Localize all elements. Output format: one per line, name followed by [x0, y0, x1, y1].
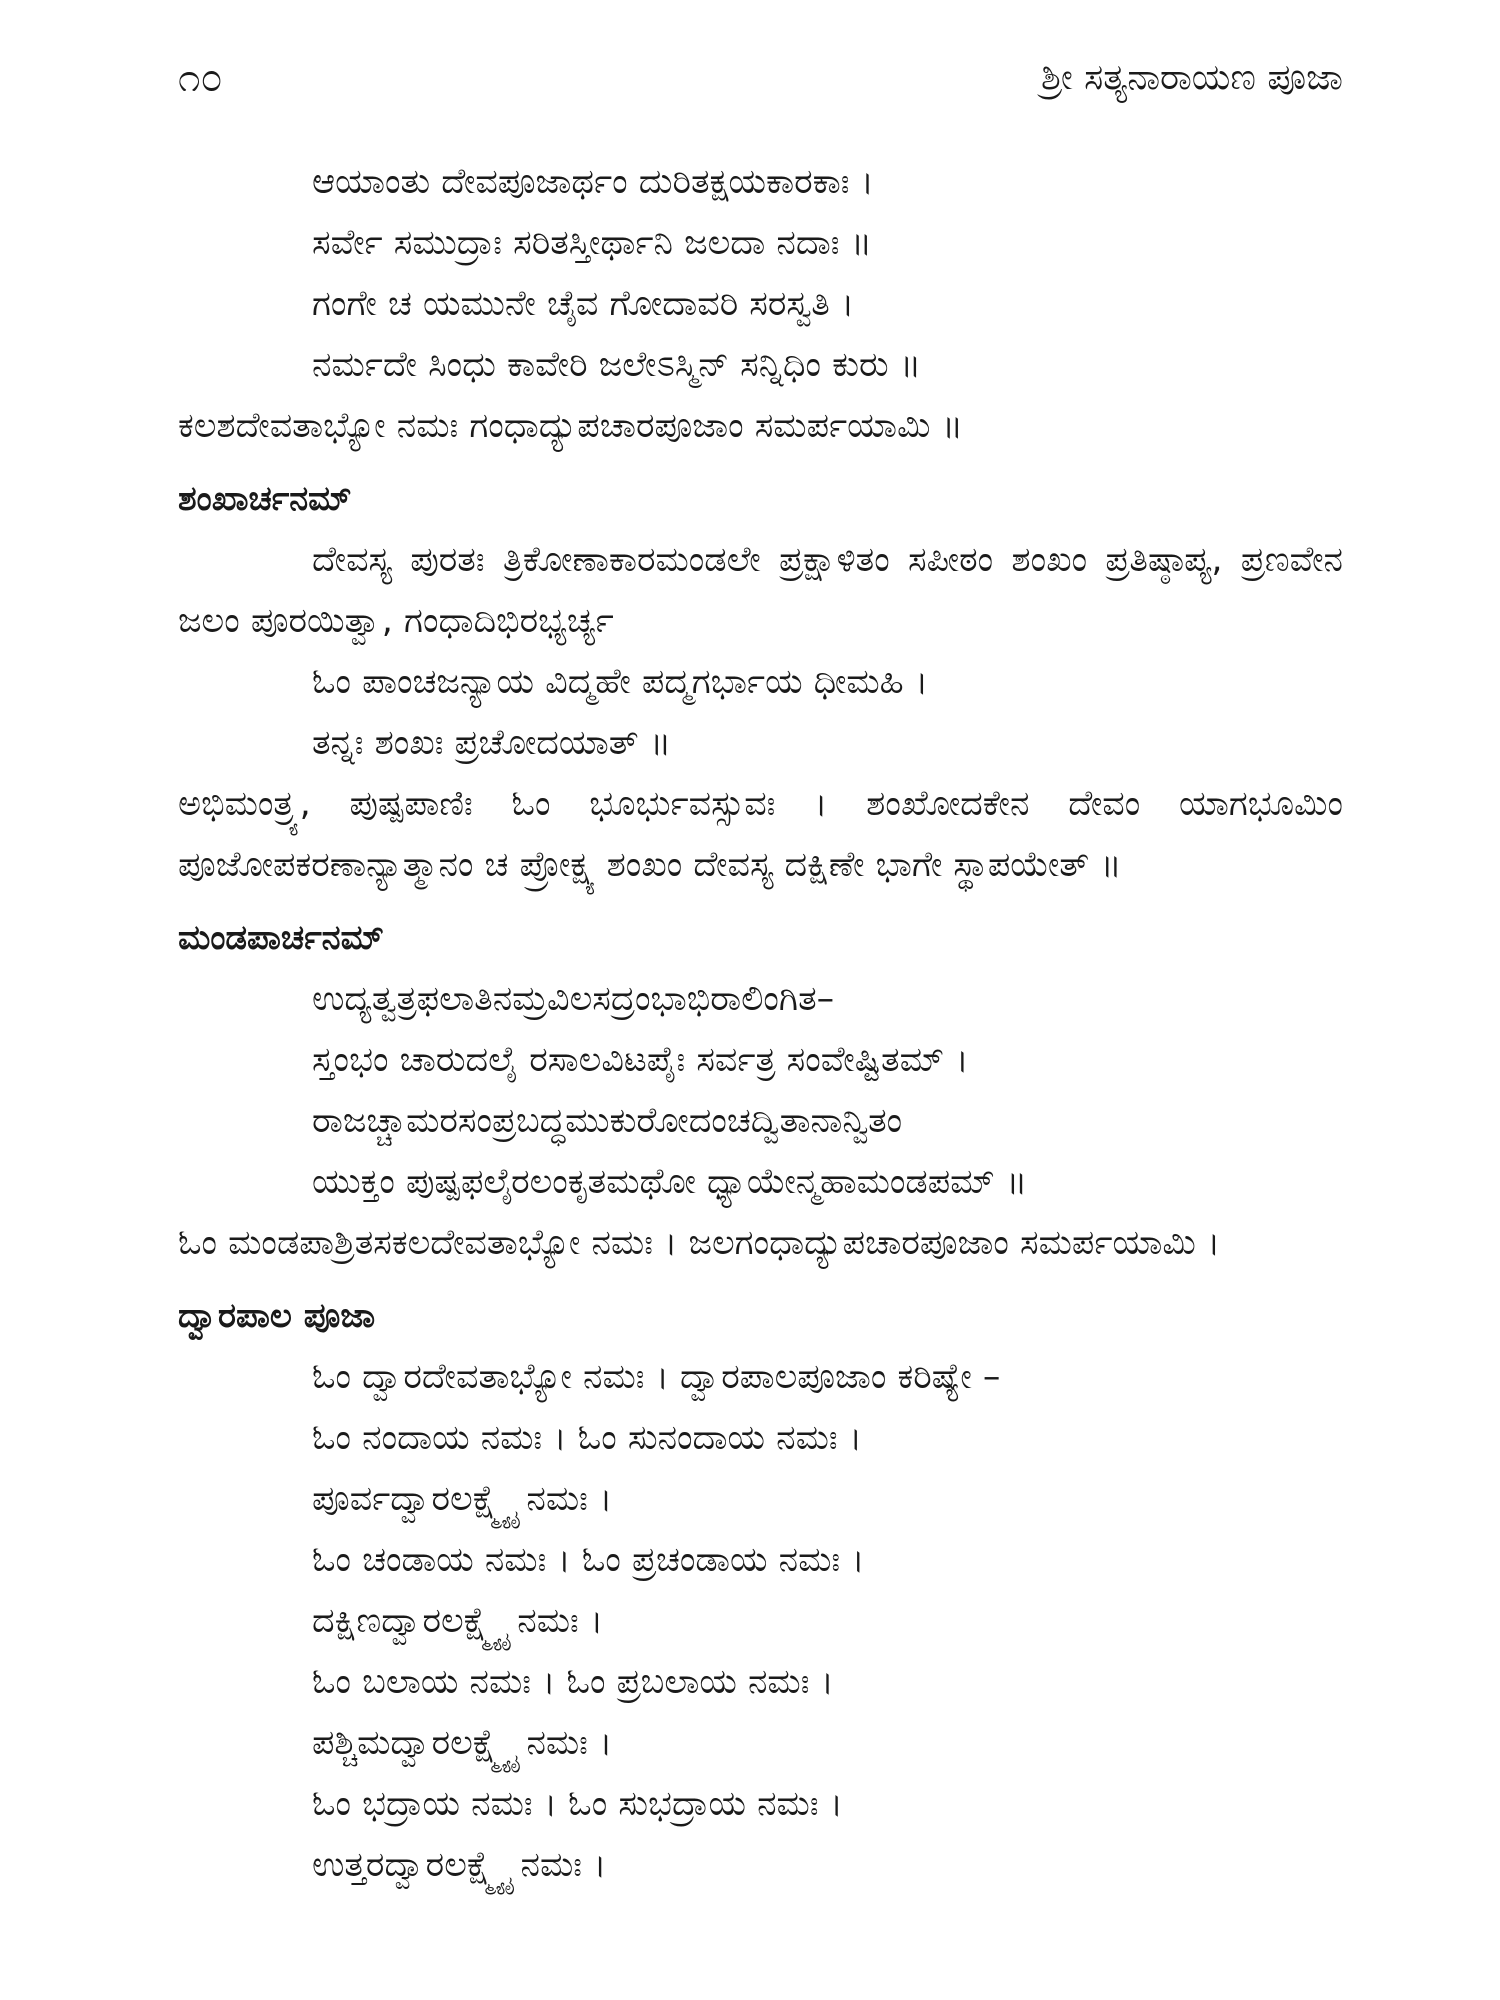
mantra-line: ಓಂ ಬಲಾಯ ನಮಃ । ಓಂ ಪ್ರಬಲಾಯ ನಮಃ । — [312, 1662, 834, 1702]
closing-paragraph — [178, 1213, 1343, 1274]
mantra-line: ಉತ್ತರದ್ವಾರಲಕ್ಷ್ಮ್ಯೈ ನಮಃ । — [312, 1845, 607, 1885]
closing-text: ಅಭಿಮಂತ್ರ್ಯ, ಪುಷ್ಪಪಾಣಿಃ ಓಂ ಭೂರ್ಭುವಸ್ಸುವಃ । ಶಂಖೋದಕೇನ ದೇವಂ ಯಾಗಭೂಮಿಂ ಪೂಜೋಪಕರಣಾನ್ಯಾತ್ಮಾನಂ ಚ ಪ್ರೋಕ್ಷ್ಯ ಶಂಖಂ ದೇವಸ್ಯ ದಕ್ಷಿಣೇ ಭಾಗೇ ಸ್ಥಾಪಯೇತ್ ॥ — [178, 784, 1343, 885]
mantra-line: ಓಂ ಭದ್ರಾಯ ನಮಃ । ಓಂ ಸುಭದ್ರಾಯ ನಮಃ । — [312, 1784, 843, 1824]
verse-line: ಆಯಾಂತು ದೇವಪೂಜಾರ್ಥಂ ದುರಿತಕ್ಷಯಕಾರಕಾಃ । — [312, 162, 874, 202]
kalasha-section — [178, 152, 1343, 457]
closing-line: ಕಲಶದೇವತಾಭ್ಯೋ ನಮಃ ಗಂಧಾದ್ಯುಪಚಾರಪೂಜಾಂ ಸಮರ್ಪಯಾಮಿ ॥ — [178, 406, 963, 446]
mantra-line: ಓಂ ಪಾಂಚಜನ್ಯಾಯ ವಿದ್ಮಹೇ ಪದ್ಮಗರ್ಭಾಯ ಧೀಮಹಿ । — [312, 662, 929, 702]
verse-line: ಸರ್ವೇ ಸಮುದ್ರಾಃ ಸರಿತಸ್ತೀರ್ಥಾನಿ ಜಲದಾ ನದಾಃ ॥ — [312, 223, 872, 263]
verse-line: ಉದ್ಯತ್ವತ್ರಫಲಾತಿನಮ್ರವಿಲಸದ್ರಂಭಾಭಿರಾಲಿಂಗಿತ– — [312, 979, 835, 1019]
mandapa-section — [178, 908, 1343, 1274]
mantra-line: ಓಂ ಚಂಡಾಯ ನಮಃ । ಓಂ ಪ್ರಚಂಡಾಯ ನಮಃ । — [312, 1540, 865, 1580]
section-heading: ಶಂಖಾರ್ಚನಮ್ — [178, 479, 352, 519]
instruction-paragraph — [178, 530, 1343, 652]
verse-line: ಸ್ತಂಭಂ ಚಾರುದಲೈ ರಸಾಲವಿಟಪೈಃ ಸರ್ವತ್ರ ಸಂವೇಷ್ಟಿತಮ್ । — [312, 1040, 969, 1080]
mantra-line: ತನ್ನಃ ಶಂಖಃ ಪ್ರಚೋದಯಾತ್ ॥ — [312, 723, 672, 763]
verse-line: ಯುಕ್ತಂ ಪುಷ್ಪಫಲೈರಲಂಕೃತಮಥೋ ಧ್ಯಾಯೇನ್ಮಹಾಮಂಡಪಮ್ ॥ — [312, 1162, 1028, 1202]
page-header — [178, 48, 1343, 108]
closing-paragraph — [178, 774, 1343, 896]
dvarapala-section — [178, 1286, 1343, 1896]
verse-line: ರಾಜಚ್ಚಾಮರಸಂಪ್ರಬದ್ಧಮುಕುರೋದಂಚದ್ವಿತಾನಾನ್ವಿತಂ — [312, 1101, 903, 1141]
verse-line: ನರ್ಮದೇ ಸಿಂಧು ಕಾವೇರಿ ಜಲೇಽಸ್ಮಿನ್ ಸನ್ನಿಧಿಂ ಕುರು ॥ — [312, 345, 922, 385]
shankha-section — [178, 469, 1343, 896]
mantra-line: ಓಂ ದ್ವಾರದೇವತಾಭ್ಯೋ ನಮಃ । ದ್ವಾರಪಾಲಪೂಜಾಂ ಕರಿಷ್ಯೇ – — [312, 1357, 1001, 1397]
mantra-line: ಪಶ್ಚಿಮದ್ವಾರಲಕ್ಷ್ಮ್ಯೈ ನಮಃ । — [312, 1723, 613, 1763]
running-title: ಶ್ರೀ ಸತ್ಯನಾರಾಯಣ ಪೂಜಾ — [1041, 57, 1343, 98]
mantra-line: ಪೂರ್ವದ್ವಾರಲಕ್ಷ್ಮ್ಯೈ ನಮಃ । — [312, 1479, 613, 1519]
section-heading: ದ್ವಾರಪಾಲ ಪೂಜಾ — [178, 1296, 376, 1336]
page-body — [178, 152, 1343, 1896]
verse-line: ಗಂಗೇ ಚ ಯಮುನೇ ಚೈವ ಗೋದಾವರಿ ಸರಸ್ವತಿ । — [312, 284, 855, 324]
instruction-text: ದೇವಸ್ಯ ಪುರತಃ ತ್ರಿಕೋಣಾಕಾರಮಂಡಲೇ ಪ್ರಕ್ಷಾಳಿತಂ ಸಪೀಠಂ ಶಂಖಂ ಪ್ರತಿಷ್ಠಾಪ್ಯ, ಪ್ರಣವೇನ ಜಲಂ ಪೂರಯಿತ್ವಾ, ಗಂಧಾದಿಭಿರಭ್ಯರ್ಚ್ಯ — [178, 540, 1343, 641]
section-heading: ಮಂಡಪಾರ್ಚನಮ್ — [178, 918, 384, 958]
mantra-line: ದಕ್ಷಿಣದ್ವಾರಲಕ್ಷ್ಮ್ಯೈ ನಮಃ । — [312, 1601, 604, 1641]
page-number: ೧೦ — [178, 55, 223, 101]
mantra-line: ಓಂ ನಂದಾಯ ನಮಃ । ಓಂ ಸುನಂದಾಯ ನಮಃ । — [312, 1418, 862, 1458]
closing-text: ಓಂ ಮಂಡಪಾಶ್ರಿತಸಕಲದೇವತಾಭ್ಯೋ ನಮಃ । ಜಲಗಂಧಾದ್ಯುಪಚಾರಪೂಜಾಂ ಸಮರ್ಪಯಾಮಿ । — [178, 1223, 1221, 1263]
